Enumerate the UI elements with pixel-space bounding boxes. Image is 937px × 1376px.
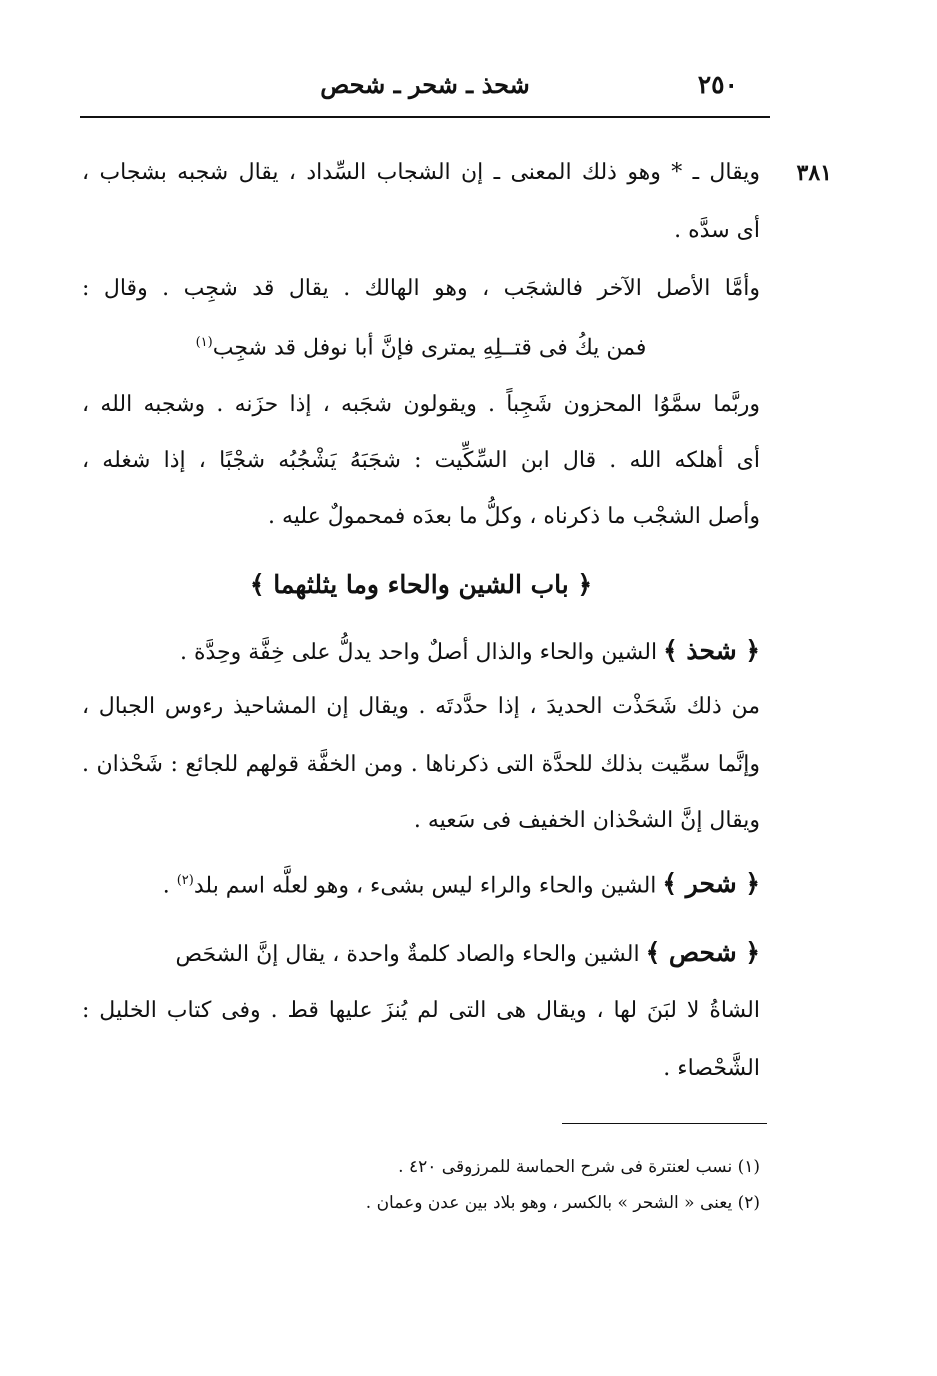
root-word: ﴿ شحر ﴾	[662, 869, 760, 899]
entry-shahar	[82, 856, 760, 906]
entry-text: الشين والحاء والذال أصلٌ واحد يدلُّ على خِفَّة وحِدَّة .	[179, 640, 658, 665]
text-line: وأمَّا الأصل الآخر فالشجَب ، وهو الهالك . يقال قد شجِب . وقال :	[82, 276, 760, 301]
entry-shahas	[82, 928, 760, 978]
text-line: من ذلك شَحَذْت الحديدَ ، إذا حدَّدتَه . ويقال إن المشاحيذ رءوس الجبال ،	[82, 694, 760, 719]
running-title: شحذ ـ شحر ـ شحص	[320, 70, 530, 99]
entry-end: .	[162, 873, 177, 899]
text-line: أى أهلكه الله . قال ابن السِّكِّيت : شجَبَهُ يَشْجُبُه شجْبًا ، إذا شغله ،	[82, 448, 760, 473]
chapter-heading: ﴿ باب الشين والحاء وما يثلثهما ﴾	[249, 570, 593, 599]
footnote-rule	[562, 1123, 767, 1124]
header-rule	[80, 116, 770, 118]
footnotes	[250, 1150, 760, 1230]
entry-text: الشين والحاء والصاد كلمةٌ واحدة ، يقال إنَّ الشحَص	[175, 942, 640, 967]
text-line: وأصل الشجْب ما ذكرناه ، وكلُّ ما بعدَه فمحمولٌ عليه .	[267, 504, 760, 529]
footnote-marker: (٢)	[176, 873, 194, 888]
entry-shahadh	[82, 626, 760, 676]
text-line: وربَّما سمَّوُا المحزون شَجِباً . ويقولون شجَبه ، إذا حزَنه . وشجبه الله ،	[82, 392, 760, 417]
text-line: الشَّحْصاء .	[663, 1056, 760, 1081]
verse-line	[82, 318, 760, 368]
root-word: ﴿ شحص ﴾	[645, 938, 760, 967]
margin-number: ٣٨١	[796, 160, 832, 186]
main-text	[82, 148, 760, 1088]
page-header	[80, 66, 770, 106]
text-line: وإنَّما سمِّيت بذلك للحدَّة التى ذكرناها . ومن الخفَّة قولهم للجائع : شَحْذان .	[82, 752, 760, 777]
text-line: أى سدَّه .	[674, 218, 760, 243]
footnote-marker: (١)	[195, 335, 213, 350]
text-line: ويقال إنَّ الشحْذان الخفيف فى سَعيه .	[413, 808, 760, 833]
text-line: الشاةُ لا لبَنَ لها ، ويقال هى التى لم يُنزَ عليها قط . وفى كتاب الخليل :	[82, 998, 760, 1023]
text-line: ويقال ـ * وهو ذلك المعنى ـ إن الشجاب السِّداد ، يقال شجبه بشجاب ،	[82, 160, 760, 185]
page-number: ٢٥٠	[697, 70, 738, 99]
verse-text: فمن يكُ فى قتــلِهِ يمترى فإنَّ أبا نوفل قد شجِب	[212, 335, 647, 361]
entry-text: الشين والحاء والراء ليس بشىء ، وهو لعلَّه اسم بلد	[193, 873, 657, 899]
root-word: ﴿ شحذ ﴾	[663, 636, 760, 665]
footnote: (٢) يعنى « الشحر » بالكسر ، وهو بلاد بين عدن وعمان .	[365, 1193, 760, 1213]
footnote: (١) نسب لعنترة فى شرح الحماسة للمرزوقى ٤٢٠ .	[398, 1157, 760, 1177]
